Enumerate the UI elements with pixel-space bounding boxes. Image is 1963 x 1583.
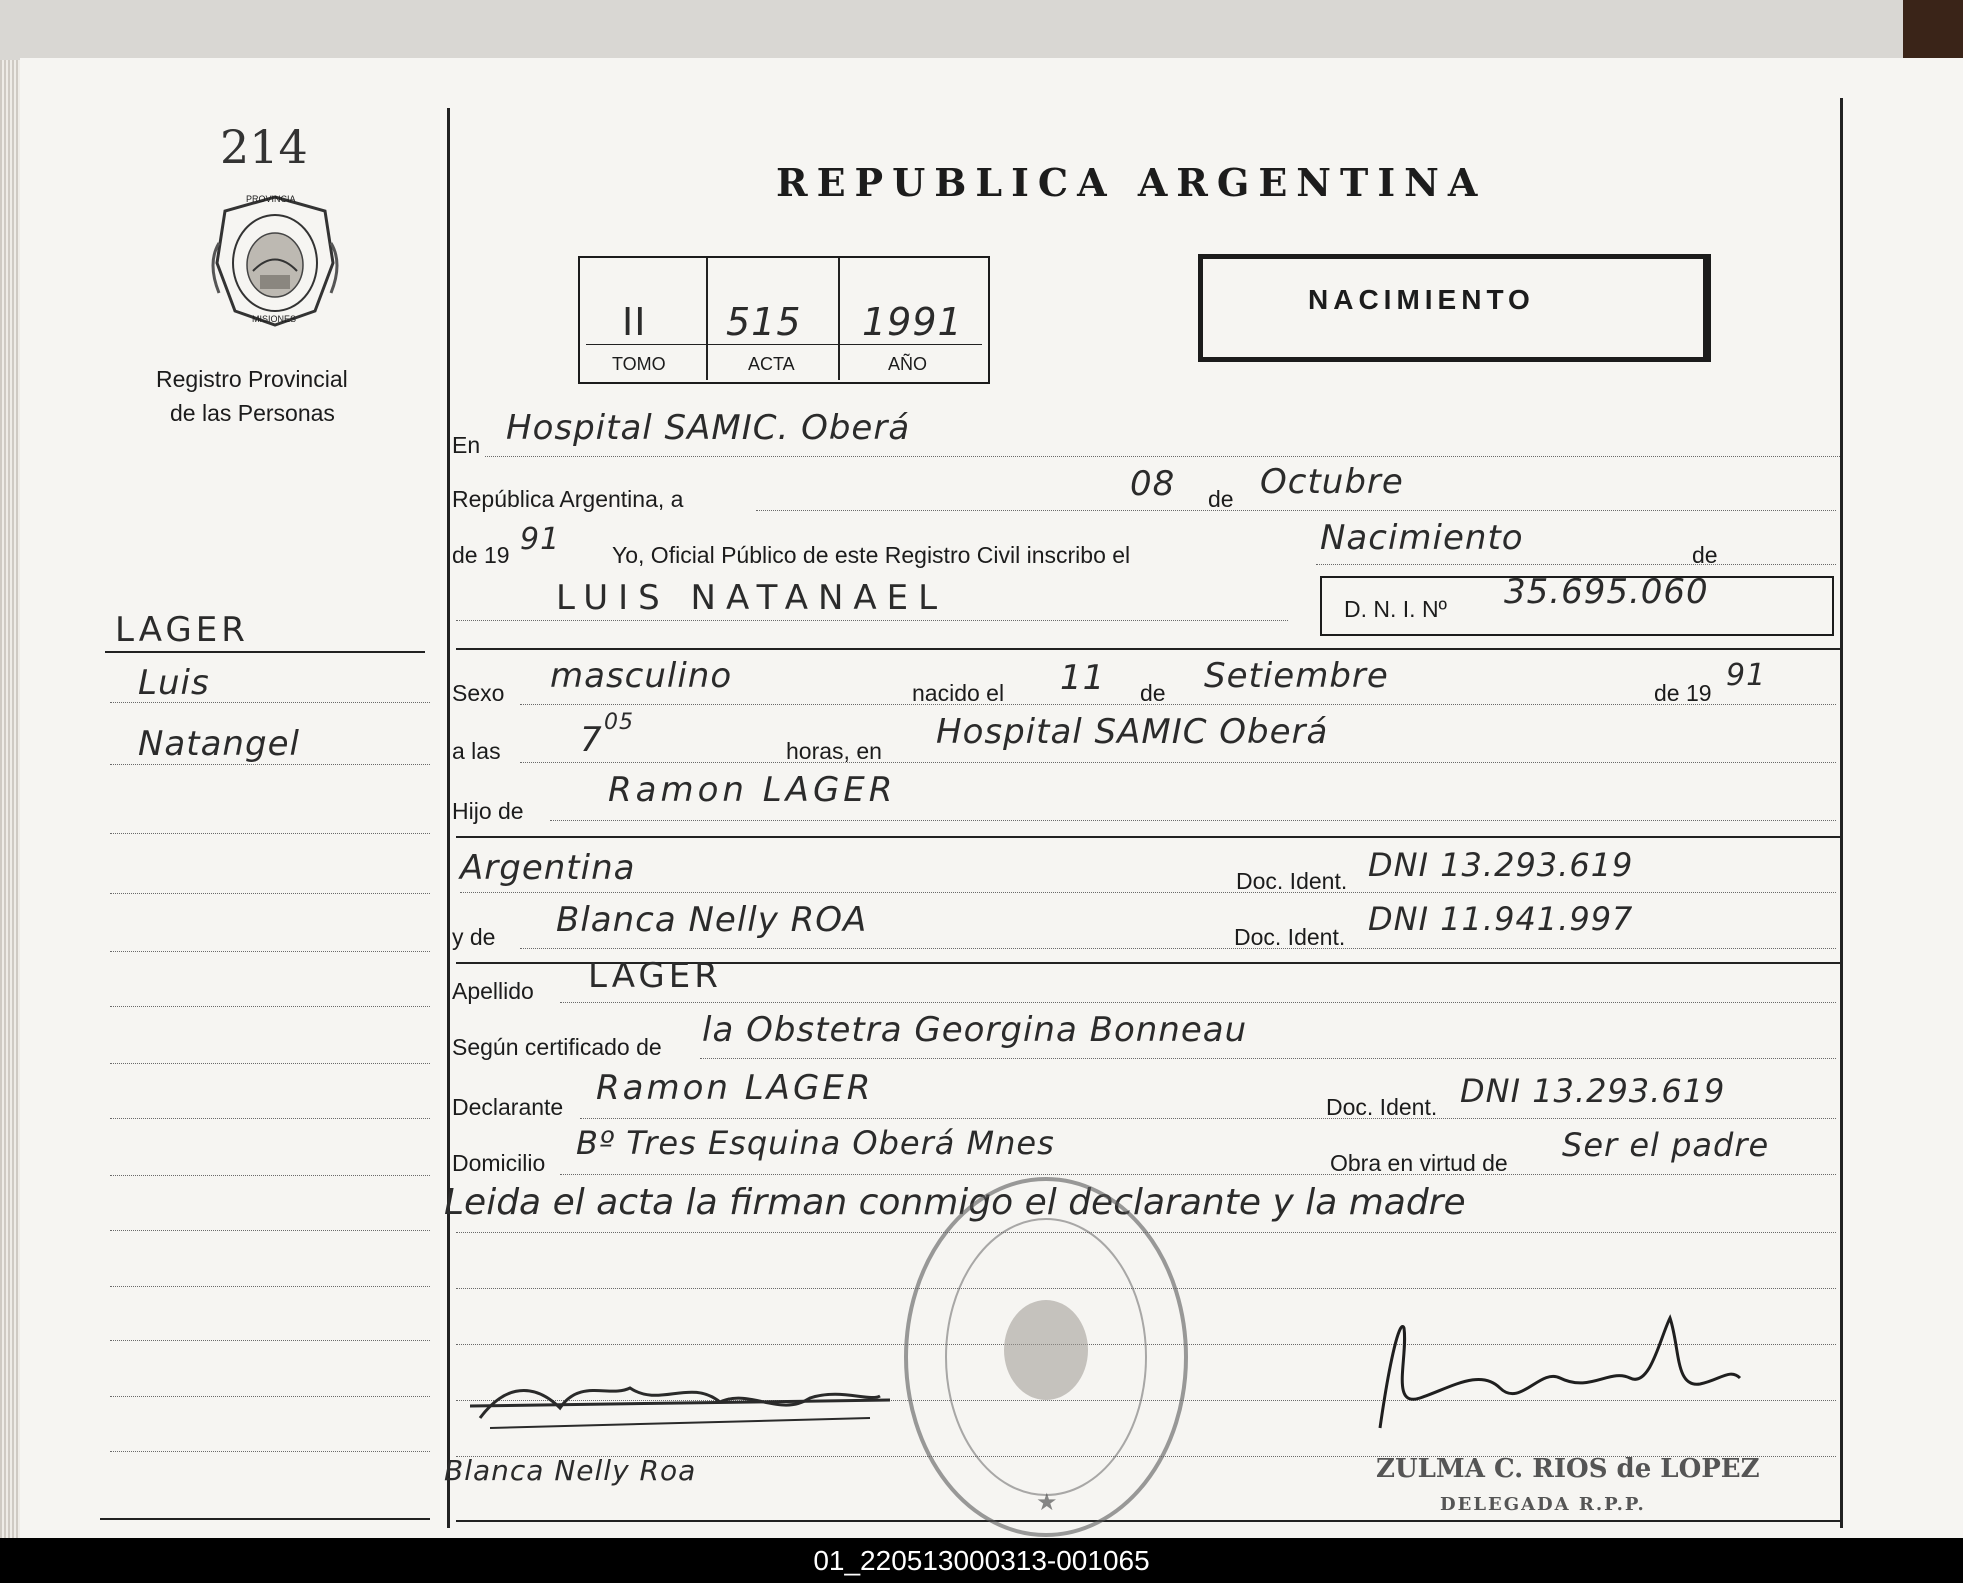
closing-statement: Leida el acta la firman conmigo el declarante y la madre bbox=[444, 1182, 1466, 1223]
hijo-line bbox=[550, 820, 1836, 821]
nationality-line bbox=[460, 892, 1836, 893]
margin-line bbox=[110, 1230, 430, 1231]
segun-value: la Obstetra Georgina Bonneau bbox=[702, 1010, 1248, 1050]
alas-line bbox=[520, 762, 1836, 763]
folio-number: 214 bbox=[220, 120, 308, 174]
seal-text-bottom: MISIONES bbox=[252, 314, 297, 324]
margin-line bbox=[110, 1006, 430, 1007]
father-name: Ramon LAGER bbox=[608, 770, 897, 810]
nacido-label: nacido el bbox=[912, 680, 1005, 706]
mother-signature: Blanca Nelly Roa bbox=[444, 1454, 697, 1487]
father-signature-icon bbox=[470, 1358, 890, 1448]
doc-ident-label-father: Doc. Ident. bbox=[1236, 868, 1348, 894]
doc-ident-label-mother: Doc. Ident. bbox=[1234, 924, 1346, 950]
margin-line bbox=[110, 951, 430, 952]
margin-line bbox=[110, 1175, 430, 1176]
official-stamp-name: ZULMA C. RIOS de LOPEZ bbox=[1376, 1454, 1760, 1484]
margin-line bbox=[110, 1396, 430, 1397]
margin-rule-bottom bbox=[100, 1518, 430, 1520]
mother-doc: DNI 11.941.997 bbox=[1368, 900, 1634, 938]
sexo-value: masculino bbox=[550, 656, 733, 696]
left-column-divider bbox=[447, 108, 450, 1528]
apellido-line bbox=[560, 1002, 1836, 1003]
declarante-label: Declarante bbox=[452, 1094, 564, 1120]
de-label-2: de bbox=[1692, 542, 1718, 568]
en-value: Hospital SAMIC. Oberá bbox=[506, 408, 911, 448]
domicilio-value: Bº Tres Esquina Oberá Mnes bbox=[576, 1124, 1055, 1162]
alas-label: a las bbox=[452, 738, 501, 764]
domicilio-label: Domicilio bbox=[452, 1150, 546, 1176]
section-rule bbox=[456, 648, 1840, 650]
dni-label: D. N. I. Nº bbox=[1344, 596, 1447, 622]
registry-name-line2: de las Personas bbox=[170, 400, 335, 426]
name-line bbox=[456, 620, 1288, 621]
declarante-value: Ramon LAGER bbox=[596, 1068, 874, 1108]
declarante-line bbox=[580, 1118, 1836, 1119]
doc-ident-label-declarante: Doc. Ident. bbox=[1326, 1094, 1438, 1120]
tomo-value: II bbox=[622, 300, 647, 344]
de-label: de bbox=[1208, 486, 1234, 512]
sexo-label: Sexo bbox=[452, 680, 505, 706]
margin-surname: LAGER bbox=[115, 610, 249, 650]
yde-line bbox=[520, 948, 1836, 949]
margin-line bbox=[110, 1118, 430, 1119]
anio-value: 1991 bbox=[862, 300, 963, 344]
sexo-line bbox=[520, 704, 1836, 705]
anio-label: AÑO bbox=[888, 354, 928, 374]
registry-stamp-icon bbox=[896, 1170, 1196, 1544]
image-id-footer: 01_220513000313-001065 bbox=[0, 1538, 1963, 1583]
father-doc: DNI 13.293.619 bbox=[1368, 846, 1634, 884]
segun-label: Según certificado de bbox=[452, 1034, 662, 1060]
domicilio-line bbox=[560, 1174, 1836, 1175]
horas-label: horas, en bbox=[786, 738, 882, 764]
mother-name: Blanca Nelly ROA bbox=[556, 900, 868, 940]
yo-line bbox=[1316, 564, 1836, 565]
margin-line bbox=[110, 833, 430, 834]
born-month: Setiembre bbox=[1204, 656, 1389, 696]
hour-value: 7 bbox=[580, 720, 603, 760]
name-value: LUIS NATANAEL bbox=[556, 578, 948, 618]
margin-line bbox=[110, 1340, 430, 1341]
father-rule bbox=[456, 836, 1840, 838]
de19-label-2: de 19 bbox=[1654, 680, 1712, 706]
registry-name-line1: Registro Provincial bbox=[156, 366, 348, 392]
margin-line bbox=[110, 893, 430, 894]
index-box-value-line bbox=[586, 344, 982, 345]
de-label-3: de bbox=[1140, 680, 1166, 706]
en-label: En bbox=[452, 432, 481, 458]
yo-label: Yo, Oficial Público de este Registro Civil inscribo el bbox=[612, 542, 1131, 568]
margin-line bbox=[110, 1063, 430, 1064]
acta-value: 515 bbox=[726, 300, 802, 344]
record-type: NACIMIENTO bbox=[1308, 284, 1535, 315]
minutes-value: 05 bbox=[604, 710, 634, 735]
apellido-value: LAGER bbox=[588, 956, 722, 996]
segun-line bbox=[700, 1058, 1836, 1059]
official-signature-icon bbox=[1360, 1298, 1760, 1438]
obra-label: Obra en virtud de bbox=[1330, 1150, 1508, 1176]
hijo-label: Hijo de bbox=[452, 798, 524, 824]
seal-text-top: PROVINCIA bbox=[246, 194, 296, 204]
obra-value: Ser el padre bbox=[1562, 1126, 1770, 1164]
year-suffix: 91 bbox=[520, 522, 561, 557]
register-page bbox=[20, 58, 1963, 1538]
margin-given-name-2: Natangel bbox=[138, 724, 300, 764]
father-nationality: Argentina bbox=[460, 848, 636, 888]
acta-label: ACTA bbox=[748, 354, 795, 374]
tomo-label: TOMO bbox=[612, 354, 666, 374]
margin-line bbox=[110, 764, 430, 765]
republica-line bbox=[756, 510, 1836, 511]
declarante-doc: DNI 13.293.619 bbox=[1460, 1072, 1726, 1110]
horas-place: Hospital SAMIC Oberá bbox=[936, 712, 1329, 752]
republica-label: República Argentina, a bbox=[452, 486, 684, 512]
provincial-seal-icon bbox=[205, 193, 345, 328]
born-year-suffix: 91 bbox=[1726, 658, 1767, 693]
de19-label: de 19 bbox=[452, 542, 510, 568]
yde-label: y de bbox=[452, 924, 496, 950]
apellido-label: Apellido bbox=[452, 978, 534, 1004]
country-title: REPUBLICA ARGENTINA bbox=[776, 160, 1487, 205]
index-box-divider bbox=[706, 258, 708, 380]
margin-given-name-1: Luis bbox=[138, 663, 210, 703]
margin-line bbox=[110, 1286, 430, 1287]
en-line bbox=[485, 456, 1840, 457]
day-value: 08 bbox=[1130, 464, 1176, 504]
month-value: Octubre bbox=[1260, 462, 1404, 502]
inscribo-value: Nacimiento bbox=[1320, 518, 1524, 558]
margin-line bbox=[110, 1451, 430, 1452]
official-stamp-title: DELEGADA R.P.P. bbox=[1440, 1494, 1646, 1515]
right-page-border bbox=[1840, 98, 1843, 1528]
margin-rule-top bbox=[105, 651, 425, 653]
svg-text:★: ★ bbox=[1036, 1488, 1058, 1516]
dni-value: 35.695.060 bbox=[1504, 572, 1709, 612]
index-box-divider bbox=[838, 258, 840, 380]
born-day: 11 bbox=[1060, 658, 1106, 698]
